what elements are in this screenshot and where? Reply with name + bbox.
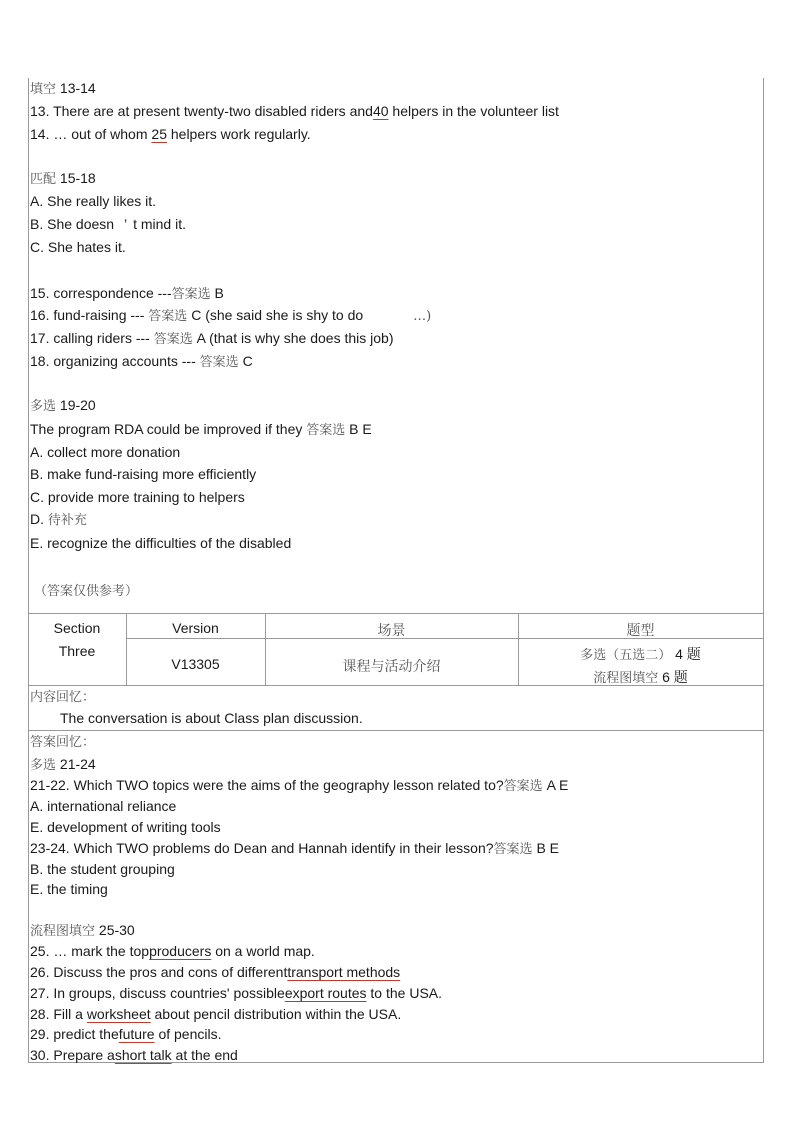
question-16: 16. fund-raising --- 答案选 C (she said she is shy to do …) (30, 307, 432, 324)
q19-option-c: C. provide more training to helpers (30, 489, 245, 505)
answer-28: worksheet (86, 1006, 151, 1022)
answer-recall-heading: 答案回忆： (30, 735, 96, 750)
q23-option-b: B. the student grouping (30, 861, 175, 877)
answer-30: short talk (114, 1047, 172, 1063)
q19-option-a: A. collect more donation (30, 444, 181, 460)
q19-option-b: B. make fund-raising more efficiently (30, 466, 257, 482)
content-recall-heading: 内容回忆： (30, 690, 96, 705)
answer-26: transport methods (287, 964, 401, 980)
question-13: 13. There are at present twenty-two disabled riders and40 helpers in the volunteer list (30, 103, 559, 119)
version-value: V13305 (171, 656, 220, 672)
question-14: 14. … out of whom 25 helpers work regularly. (30, 126, 311, 142)
scene-value: 课程与活动介绍 (342, 659, 441, 675)
scene-label: 场景 (377, 623, 406, 639)
question-29: 29. predict thefuture of pencils. (30, 1026, 222, 1042)
question-30: 30. Prepare ashort talk at the end (30, 1047, 238, 1063)
answer-14: 25 (151, 126, 167, 142)
q21-option-a: A. international reliance (30, 798, 177, 814)
question-27: 27. In groups, discuss countries' possibleexport routes to the USA. (30, 985, 443, 1001)
question-18: 18. organizing accounts --- 答案选 C (30, 353, 253, 370)
option-a: A. She really likes it. (30, 193, 157, 209)
reference-note: （答案仅供参考） (34, 584, 139, 599)
fill-heading: 填空 13-14 (30, 80, 96, 97)
question-17: 17. calling riders --- 答案选 A (that is why she does this job) (30, 330, 394, 347)
type-line-2: 流程图填空 6 题 (593, 669, 688, 686)
version-label: Version (172, 620, 219, 636)
content-recall-text: The conversation is about Class plan discussion. (60, 710, 363, 726)
section-divider (28, 730, 763, 731)
section-value: Three (58, 643, 96, 659)
type-line-1: 多选（五选二） 4 题 (580, 646, 701, 663)
question-25: 25. … mark the topproducers on a world map. (30, 943, 315, 959)
q23-option-e: E. the timing (30, 881, 108, 897)
answer-29: future (118, 1026, 155, 1042)
question-26: 26. Discuss the pros and cons of differenttransport methods (30, 964, 401, 980)
question-19-stem: The program RDA could be improved if they 答案选 B E (30, 421, 372, 438)
question-21-22: 21-22. Which TWO topics were the aims of the geography lesson related to?答案选 A E (30, 777, 569, 794)
option-c: C. She hates it. (30, 239, 126, 255)
q21-option-e: E. development of writing tools (30, 819, 221, 835)
flow-heading: 流程图填空 25-30 (30, 922, 135, 939)
multi-heading: 多选 19-20 (30, 397, 96, 414)
answer-25: producers (149, 943, 212, 959)
question-28: 28. Fill a worksheet about pencil distribution within the USA. (30, 1006, 402, 1022)
q19-option-e: E. recognize the difficulties of the disabled (30, 535, 292, 551)
option-b: B. She doesn ’ t mind it. (30, 216, 186, 232)
type-label: 题型 (626, 623, 655, 639)
match-heading: 匹配 15-18 (30, 170, 96, 187)
table-top-border (28, 613, 763, 614)
q19-option-d: D. 待补充 (30, 511, 87, 528)
section-label: Section (53, 620, 101, 636)
answer-13: 40 (372, 103, 389, 119)
question-15: 15. correspondence ---答案选 B (30, 285, 224, 302)
answer-27: export routes (284, 985, 367, 1001)
question-23-24: 23-24. Which TWO problems do Dean and Hannah identify in their lesson?答案选 B E (30, 840, 560, 857)
multi-heading-21-24: 多选 21-24 (30, 756, 96, 773)
